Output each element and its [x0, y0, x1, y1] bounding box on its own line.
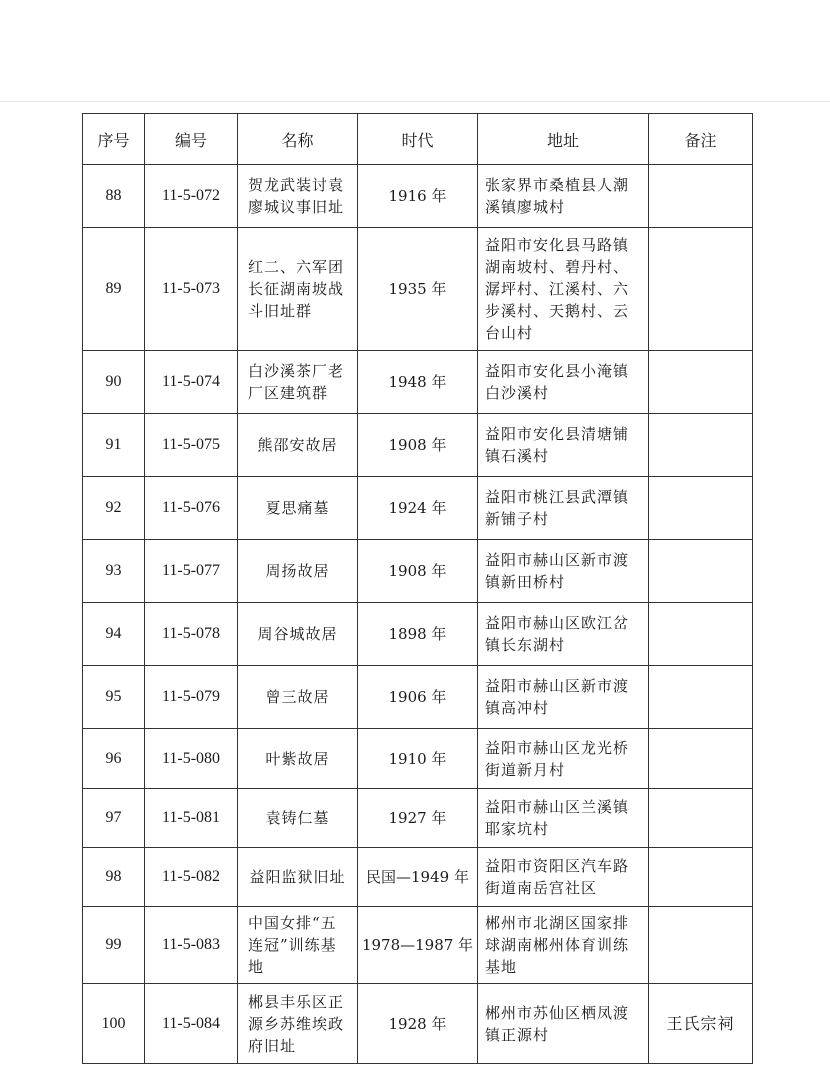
cell-name: 红二、六军团长征湖南坡战斗旧址群 [238, 228, 358, 351]
cell-address: 郴州市苏仙区栖凤渡镇正源村 [478, 984, 649, 1064]
cell-note [649, 729, 753, 789]
cell-note [649, 603, 753, 666]
cell-code: 11-5-080 [145, 729, 238, 789]
table-row [83, 666, 753, 729]
cell-address: 益阳市赫山区欧江岔镇长东湖村 [478, 603, 649, 666]
header-name: 名称 [238, 114, 358, 165]
cell-address: 益阳市安化县小淹镇白沙溪村 [478, 351, 649, 414]
cell-code: 11-5-082 [145, 848, 238, 907]
cell-code: 11-5-073 [145, 228, 238, 351]
cell-name: 贺龙武装讨袁廖城议事旧址 [238, 165, 358, 228]
cell-code: 11-5-079 [145, 666, 238, 729]
cell-code: 11-5-078 [145, 603, 238, 666]
cell-era: 1916 年 [358, 165, 478, 228]
cell-note [649, 907, 753, 984]
cell-era: 1906 年 [358, 666, 478, 729]
cell-note [649, 228, 753, 351]
cell-note [649, 165, 753, 228]
cell-address: 益阳市赫山区兰溪镇耶家坑村 [478, 789, 649, 848]
table-row [83, 351, 753, 414]
cell-name: 袁铸仁墓 [238, 789, 358, 848]
cell-name: 郴县丰乐区正源乡苏维埃政府旧址 [238, 984, 358, 1064]
cell-note [649, 666, 753, 729]
cell-seq: 100 [83, 984, 145, 1064]
cell-era: 1898 年 [358, 603, 478, 666]
cell-seq: 97 [83, 789, 145, 848]
cell-era: 1908 年 [358, 414, 478, 477]
cell-name: 熊邵安故居 [238, 414, 358, 477]
cell-address: 益阳市安化县清塘铺镇石溪村 [478, 414, 649, 477]
cell-name: 周扬故居 [238, 540, 358, 603]
header-row [83, 114, 753, 165]
cell-address: 郴州市北湖区国家排球湖南郴州体育训练基地 [478, 907, 649, 984]
cell-seq: 90 [83, 351, 145, 414]
cell-seq: 94 [83, 603, 145, 666]
table-row [83, 729, 753, 789]
cell-name: 周谷城故居 [238, 603, 358, 666]
cell-era: 民国—1949 年 [358, 848, 478, 907]
cell-code: 11-5-072 [145, 165, 238, 228]
cell-note: 王氏宗祠 [649, 984, 753, 1064]
cell-seq: 88 [83, 165, 145, 228]
cell-note [649, 848, 753, 907]
cell-address: 益阳市安化县马路镇湖南坡村、碧丹村、潺坪村、江溪村、六步溪村、天鹅村、云台山村 [478, 228, 649, 351]
table-row [83, 603, 753, 666]
cell-code: 11-5-081 [145, 789, 238, 848]
table-row [83, 414, 753, 477]
cell-seq: 91 [83, 414, 145, 477]
header-code: 编号 [145, 114, 238, 165]
table-row [83, 907, 753, 984]
cell-seq: 99 [83, 907, 145, 984]
cell-era: 1928 年 [358, 984, 478, 1064]
cell-code: 11-5-077 [145, 540, 238, 603]
table-row [83, 789, 753, 848]
cell-note [649, 789, 753, 848]
table-row [83, 228, 753, 351]
header-seq: 序号 [83, 114, 145, 165]
table-row [83, 477, 753, 540]
cell-address: 益阳市赫山区新市渡镇新田桥村 [478, 540, 649, 603]
cell-seq: 98 [83, 848, 145, 907]
table-row [83, 540, 753, 603]
cell-code: 11-5-075 [145, 414, 238, 477]
scan-artifact-line [0, 101, 830, 102]
cell-seq: 96 [83, 729, 145, 789]
cell-era: 1924 年 [358, 477, 478, 540]
cell-address: 益阳市赫山区新市渡镇高冲村 [478, 666, 649, 729]
cell-era: 1927 年 [358, 789, 478, 848]
cell-name: 夏思痛墓 [238, 477, 358, 540]
cell-code: 11-5-076 [145, 477, 238, 540]
table-row [83, 848, 753, 907]
cell-era: 1910 年 [358, 729, 478, 789]
cell-name: 白沙溪茶厂老厂区建筑群 [238, 351, 358, 414]
cell-note [649, 540, 753, 603]
cell-seq: 93 [83, 540, 145, 603]
cell-note [649, 477, 753, 540]
cell-note [649, 351, 753, 414]
cell-name: 叶紫故居 [238, 729, 358, 789]
table-row [83, 165, 753, 228]
cell-address: 益阳市赫山区龙光桥街道新月村 [478, 729, 649, 789]
cell-name: 益阳监狱旧址 [238, 848, 358, 907]
header-address: 地址 [478, 114, 649, 165]
cell-era: 1948 年 [358, 351, 478, 414]
cell-name: 曾三故居 [238, 666, 358, 729]
cell-seq: 89 [83, 228, 145, 351]
header-era: 时代 [358, 114, 478, 165]
header-note: 备注 [649, 114, 753, 165]
cell-address: 张家界市桑植县人潮溪镇廖城村 [478, 165, 649, 228]
cell-era: 1978—1987 年 [358, 907, 478, 984]
cell-seq: 92 [83, 477, 145, 540]
cell-seq: 95 [83, 666, 145, 729]
cell-address: 益阳市资阳区汽车路街道南岳宫社区 [478, 848, 649, 907]
cell-address: 益阳市桃江县武潭镇新铺子村 [478, 477, 649, 540]
cell-era: 1935 年 [358, 228, 478, 351]
cell-note [649, 414, 753, 477]
cell-code: 11-5-084 [145, 984, 238, 1064]
cell-era: 1908 年 [358, 540, 478, 603]
table-row [83, 984, 753, 1064]
cell-code: 11-5-074 [145, 351, 238, 414]
relics-table [82, 113, 753, 1064]
cell-code: 11-5-083 [145, 907, 238, 984]
cell-name: 中国女排“五连冠”训练基地 [238, 907, 358, 984]
